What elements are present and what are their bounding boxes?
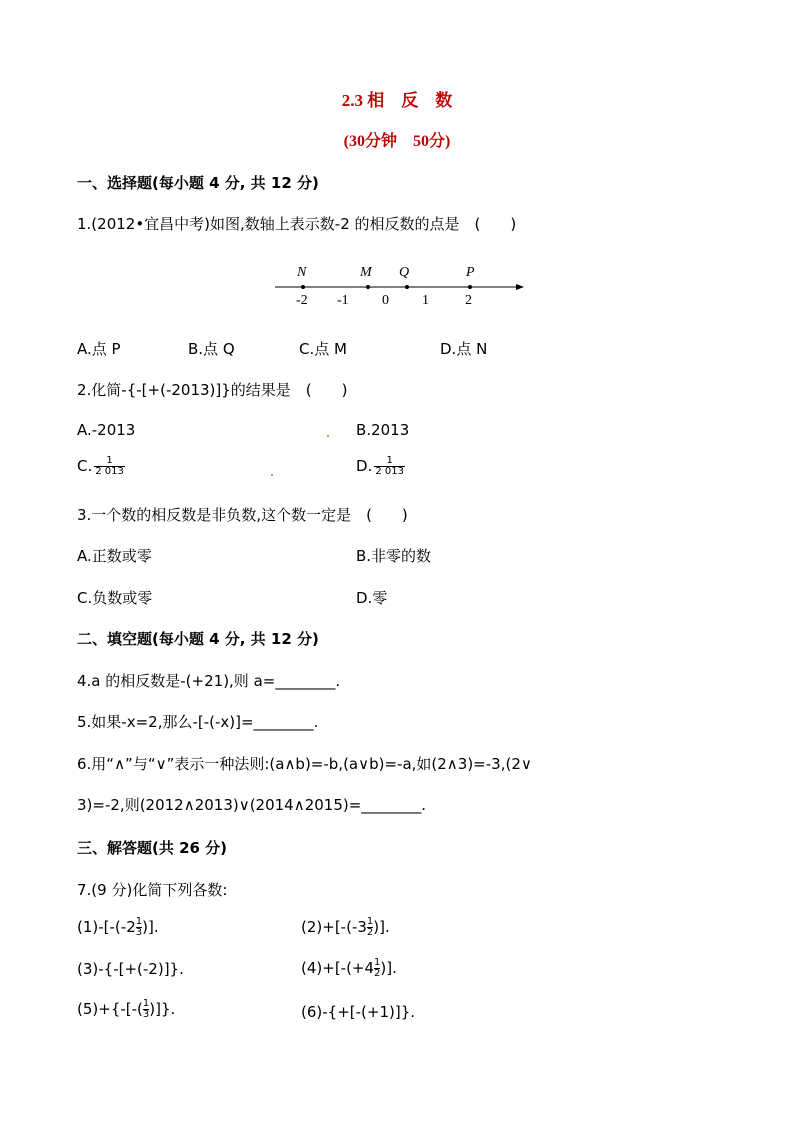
question-2: 2.化简-{-[+(-2013)]}的结果是 ( ) [77,381,348,399]
q1-option-d: D.点 N [440,340,488,358]
q3-option-b: B.非零的数 [356,547,432,565]
q3-option-a: A.正数或零 [77,547,152,565]
tick-minus-2: -2 [296,293,308,308]
q1-option-a: A.点 P [77,340,121,358]
section-heading-answer: 三、解答题(共 26 分) [77,839,228,857]
question-3: 3.一个数的相反数是非负数,这个数一定是 ( ) [77,506,408,524]
page-title: 2.3 相 反 数 [341,91,453,110]
question-4: 4.a 的相反数是-(+21),则 a=________. [77,672,341,690]
label-n: N [297,265,307,280]
speck-mark [271,474,273,476]
point-p [468,285,472,289]
q7-item-6: (6)-{+[-(+1)]}. [301,1003,416,1021]
label-m: M [360,265,372,280]
question-1: 1.(2012•宜昌中考)如图,数轴上表示数-2 的相反数的点是 ( ) [77,215,517,233]
point-n [301,285,305,289]
q3-option-d: D.零 [356,589,388,607]
q1-option-c: C.点 M [299,340,347,358]
number-line [270,258,530,310]
q2-option-d: D. $\frac{1}{2 013}$ [356,455,404,477]
section-heading-fill: 二、填空题(每小题 4 分, 共 12 分) [77,630,319,648]
question-5: 5.如果-x=2,那么-[-(-x)]=________. [77,713,319,731]
speck-mark [327,435,329,437]
question-6-line-1: 6.用“∧”与“∨”表示一种法则:(a∧b)=-b,(a∨b)=-a,如(2∧3)=-3,(2∨ [77,755,532,773]
page-subtitle: (30分钟 50分) [343,133,451,150]
section-heading-choice: 一、选择题(每小题 4 分, 共 12 分) [77,174,319,192]
q2-option-a: A.-2013 [77,421,136,439]
label-q: Q [399,265,410,280]
q2-option-c: C. $\frac{1}{2 013}$ [77,455,124,477]
point-q [405,285,409,289]
tick-0: 0 [382,293,389,308]
q7-item-3: (3)-{-[+(-2)]}. [77,960,184,978]
q2-option-b: B.2013 [356,421,410,439]
label-p: P [466,265,475,280]
tick-2: 2 [465,293,472,308]
q3-option-c: C.负数或零 [77,589,153,607]
q7-item-4: (4)+[-(+4 $\frac{1}{2}$ )]. [301,957,397,979]
question-7: 7.(9 分)化简下列各数: [77,881,228,899]
tick-minus-1: -1 [337,293,349,308]
q7-item-2: (2)+[-(-3 $\frac{1}{2}$ )]. [301,916,390,938]
question-6-line-2: 3)=-2,则(2012∧2013)∨(2014∧2015)=________. [77,796,427,814]
tick-1: 1 [422,293,429,308]
point-m [366,285,370,289]
q7-item-5: (5)+{-[-( $\frac{1}{3}$ )]}. [77,998,176,1020]
q1-option-b: B.点 Q [188,340,235,358]
q7-item-1: (1)-[-(-2 $\frac{1}{3}$ )]. [77,916,159,938]
